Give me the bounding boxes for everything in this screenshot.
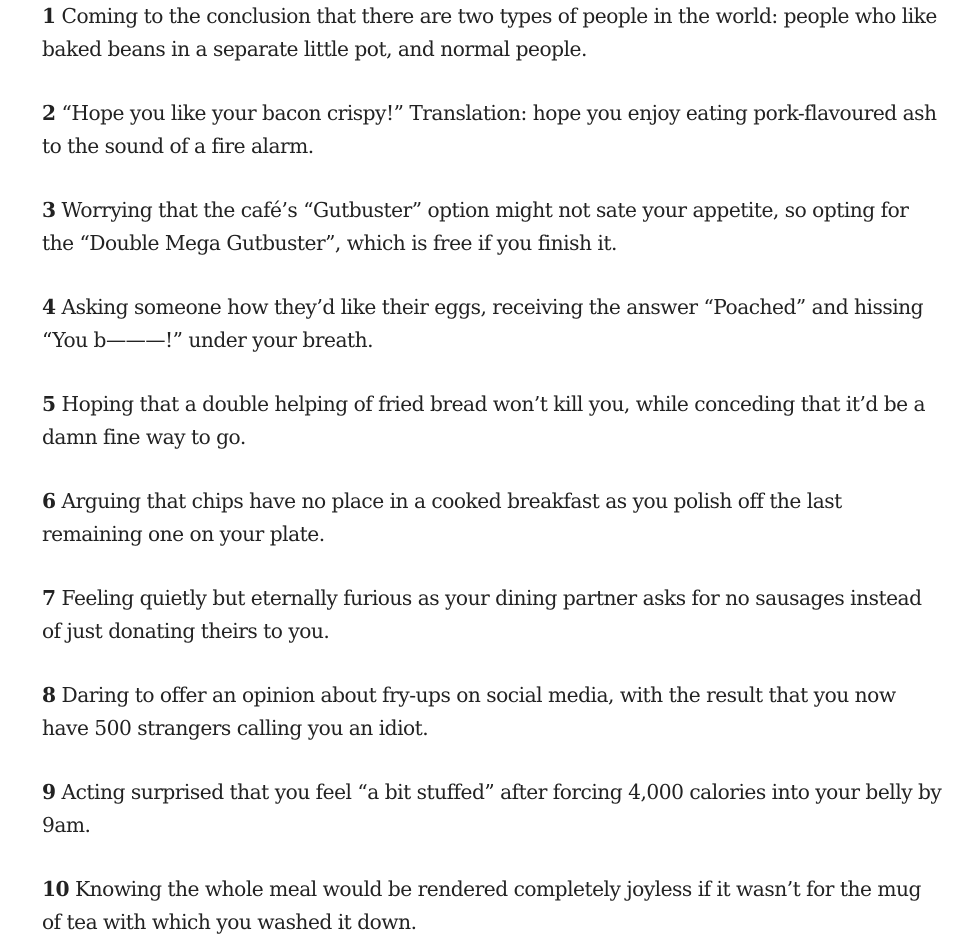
list-item-7 (42, 582, 942, 648)
list-item-6 (42, 485, 942, 551)
article-numbered-list (42, 0, 942, 939)
item-text: “Hope you like your bacon crispy!” Translation: hope you enjoy eating pork-flavoured ash to the sound of a fire alarm. (42, 101, 937, 158)
item-number: 10 (42, 877, 70, 901)
item-text: Acting surprised that you feel “a bit stuffed” after forcing 4,000 calories into your belly by 9am. (42, 780, 942, 837)
item-text: Daring to offer an opinion about fry-ups on social media, with the result that you now have 500 strangers calling you an idiot. (42, 683, 896, 740)
item-number: 9 (42, 780, 56, 804)
list-item-10 (42, 873, 942, 939)
list-item-2 (42, 97, 942, 163)
item-text: Worrying that the café’s “Gutbuster” option might not sate your appetite, so opting for the “Double Mega Gutbuster”, which is free if you finish it. (42, 198, 909, 255)
item-number: 3 (42, 198, 56, 222)
list-item-3 (42, 194, 942, 260)
list-item-5 (42, 388, 942, 454)
list-item-9 (42, 776, 942, 842)
item-number: 6 (42, 489, 56, 513)
item-number: 1 (42, 4, 56, 28)
item-text: Asking someone how they’d like their eggs, receiving the answer “Poached” and hissing “You b———!” under your breath. (42, 295, 924, 352)
list-item-1 (42, 0, 942, 66)
item-number: 7 (42, 586, 56, 610)
list-item-4 (42, 291, 942, 357)
item-text: Hoping that a double helping of fried bread won’t kill you, while conceding that it’d be a damn fine way to go. (42, 392, 926, 449)
list-item-8 (42, 679, 942, 745)
item-text: Arguing that chips have no place in a cooked breakfast as you polish off the last remaining one on your plate. (42, 489, 842, 546)
item-number: 2 (42, 101, 56, 125)
item-number: 5 (42, 392, 56, 416)
item-text: Feeling quietly but eternally furious as your dining partner asks for no sausages instead of just donating theirs to you. (42, 586, 922, 643)
item-text: Coming to the conclusion that there are two types of people in the world: people who like baked beans in a separate little pot, and normal people. (42, 4, 937, 61)
item-text: Knowing the whole meal would be rendered completely joyless if it wasn’t for the mug of tea with which you washed it down. (42, 877, 921, 934)
item-number: 4 (42, 295, 56, 319)
item-number: 8 (42, 683, 56, 707)
